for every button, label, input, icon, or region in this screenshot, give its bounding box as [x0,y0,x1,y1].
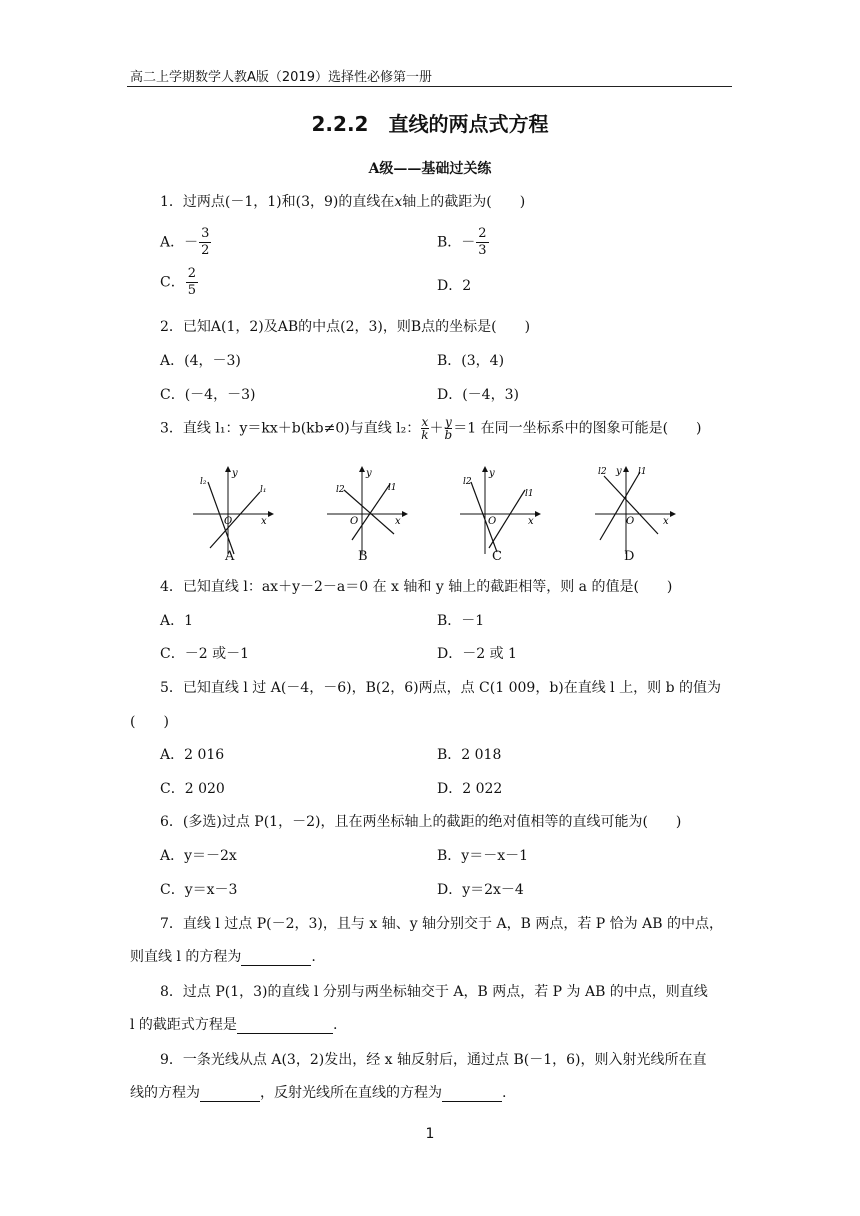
q4-option-d: D．－2 或 1 [437,646,517,662]
q6-option-c: C．y＝x－3 [160,882,238,898]
level-heading: A级——基础过关练 [368,161,492,177]
graph-b-label: B [358,549,368,564]
question-2: 2．已知A(1，2)及AB的中点(2，3)，则B点的坐标是( ) [160,319,531,335]
q7-answer-blank [241,949,311,966]
q4-option-b: B．－1 [437,613,485,629]
svg-text:y: y [232,468,238,479]
section-title: 2.2.2 直线的两点式方程 [311,112,549,136]
q5-option-d: D．2 022 [437,781,503,797]
graph-c [455,462,545,557]
q9-answer-blank-2 [442,1085,502,1102]
graph-a [188,462,278,557]
graph-b [322,462,412,557]
q2-option-d: D．(－4，3) [437,387,519,403]
q5-option-a: A．2 016 [160,747,225,763]
q1-option-c: C． $\frac{2}{5}$ [160,266,196,298]
svg-text:l2: l2 [336,485,345,495]
svg-text:O: O [224,516,233,527]
question-5-paren: ( ) [130,714,169,730]
question-6: 6．(多选)过点 P(1，－2)，且在两坐标轴上的截距的绝对值相等的直线可能为( ) [160,814,682,830]
q1-option-b: B．－ $\frac{2}{3}$ [437,226,487,258]
graph-c-label: C [492,549,502,564]
q2-option-c: C．(－4，－3) [160,387,256,403]
question-8-line2: l 的截距式方程是 . [130,1017,338,1033]
svg-text:l1: l1 [638,467,647,477]
svg-text:y: y [616,466,622,477]
svg-text:O: O [626,516,635,527]
question-4: 4．已知直线 l：ax＋y－2－a＝0 在 x 轴和 y 轴上的截距相等，则 a 的值是( ) [160,579,673,595]
svg-text:x: x [528,516,534,527]
question-9-line2: 线的方程为 ，反射光线所在直线的方程为 . [130,1085,507,1101]
q8-answer-blank [237,1017,333,1034]
q2-option-a: A．(4，－3) [160,353,241,369]
graph-a-label: A [225,549,235,564]
svg-text:x: x [663,516,669,527]
q6-option-b: B．y＝－x－1 [437,848,528,864]
header-rule [127,86,732,87]
question-9: 9．一条光线从点 A(3，2)发出，经 x 轴反射后，通过点 B(－1，6)，则入射光线所在直 [160,1052,707,1068]
svg-text:l2: l2 [463,477,472,487]
page-number: 1 [425,1126,435,1142]
svg-text:l₂: l₂ [200,477,207,487]
q1-option-a: A．－ $\frac{3}{2}$ [160,226,210,258]
question-7-line2: 则直线 l 的方程为 . [130,949,316,965]
q2-option-b: B．(3，4) [437,353,505,369]
svg-text:l₁: l₁ [260,485,267,495]
q6-option-d: D．y＝2x－4 [437,882,524,898]
q5-option-b: B．2 018 [437,747,502,763]
svg-text:x: x [261,516,267,527]
graph-d [590,462,680,557]
question-1: 1．过两点(－1，1)和(3，9)的直线在x轴上的截距为( ) [160,194,526,210]
svg-text:l1: l1 [388,483,397,493]
svg-text:y: y [489,468,495,479]
svg-text:y: y [366,468,372,479]
svg-text:O: O [488,516,497,527]
svg-text:l2: l2 [598,467,607,477]
question-5: 5．已知直线 l 过 A(－4，－6)，B(2，6)两点，点 C(1 009，b)在直线 l 上，则 b 的值为 [160,680,721,696]
q5-option-c: C．2 020 [160,781,225,797]
svg-text:O: O [350,516,359,527]
question-7: 7．直线 l 过点 P(－2，3)，且与 x 轴、y 轴分别交于 A，B 两点，若 P 恰为 AB 的中点， [160,916,723,932]
svg-text:x: x [395,516,401,527]
svg-text:l1: l1 [525,489,534,499]
question-8: 8．过点 P(1，3)的直线 l 分别与两坐标轴交于 A，B 两点，若 P 为 AB 的中点，则直线 [160,984,708,1000]
graph-d-label: D [624,549,635,564]
q4-option-a: A．1 [160,613,194,629]
q1-option-d: D．2 [437,278,472,294]
q9-answer-blank-1 [200,1085,260,1102]
q6-option-a: A．y＝－2x [160,848,237,864]
q4-option-c: C．－2 或－1 [160,646,249,662]
page-header: 高二上学期数学人教A版（2019）选择性必修第一册 [130,70,432,85]
question-3: 3．直线 l₁：y＝kx＋b(kb≠0)与直线 l₂： $\frac{x}{k}$ ＋ $\frac{y}{b}$ ＝1 在同一坐标系中的图象可能是( ) [160,415,702,442]
